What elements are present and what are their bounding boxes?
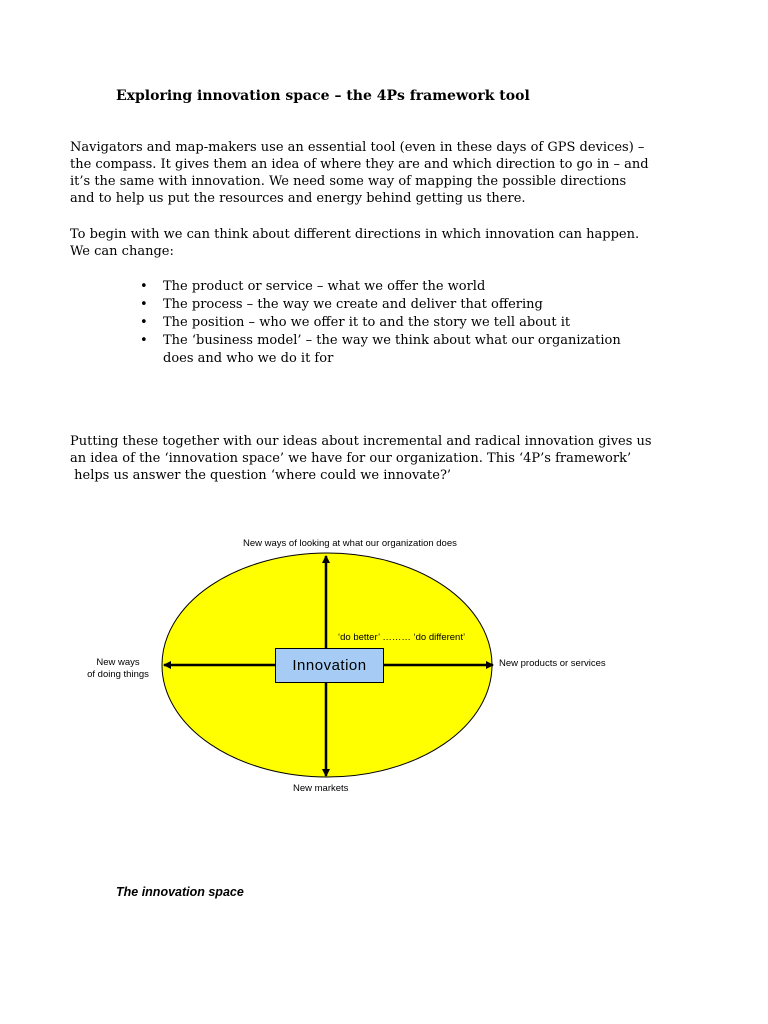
document-title: Exploring innovation space – the 4Ps framework tool [116, 88, 530, 104]
figure-caption: The innovation space [116, 885, 244, 899]
list-item-text: The process – the way we create and deliver that offering [163, 297, 543, 312]
bullet-icon: • [140, 333, 148, 348]
list-item-text: The ‘business model’ – the way we think about what our organization [163, 333, 621, 348]
paragraph-line: it’s the same with innovation. We need some way of mapping the possible directions [70, 174, 627, 189]
bullet-icon: • [140, 279, 148, 294]
bullet-icon: • [140, 315, 148, 330]
paragraph-line: Putting these together with our ideas about incremental and radical innovation gives us [70, 434, 652, 449]
label-new-ways-looking: New ways of looking at what our organization does [243, 538, 457, 549]
list-item-text: The product or service – what we offer the world [163, 279, 486, 294]
innovation-center-box: Innovation [275, 648, 384, 683]
paragraph-line: helps us answer the question ‘where could we innovate?’ [70, 468, 452, 483]
label-do-better-do-different: ‘do better’ ……… ‘do different’ [338, 632, 466, 643]
label-new-ways-doing [70, 657, 166, 681]
label-new-products: New products or services [499, 658, 606, 669]
bullet-icon: • [140, 297, 148, 312]
paragraph-line: We can change: [70, 244, 174, 259]
paragraph-line: and to help us put the resources and energy behind getting us there. [70, 191, 526, 206]
list-item-text: does and who we do it for [163, 351, 334, 366]
paragraph-line: Navigators and map-makers use an essential tool (even in these days of GPS devices) – [70, 140, 645, 155]
list-item-text: The position – who we offer it to and the story we tell about it [163, 315, 571, 330]
label-new-markets: New markets [293, 783, 349, 794]
label-line: of doing things [87, 669, 149, 680]
label-line: New ways [96, 657, 140, 668]
paragraph-line: an idea of the ‘innovation space’ we have for our organization. This ‘4P’s framework’ [70, 451, 632, 466]
paragraph-line: the compass. It gives them an idea of where they are and which direction to go in – and [70, 157, 649, 172]
paragraph-line: To begin with we can think about different directions in which innovation can happen. [70, 227, 640, 242]
